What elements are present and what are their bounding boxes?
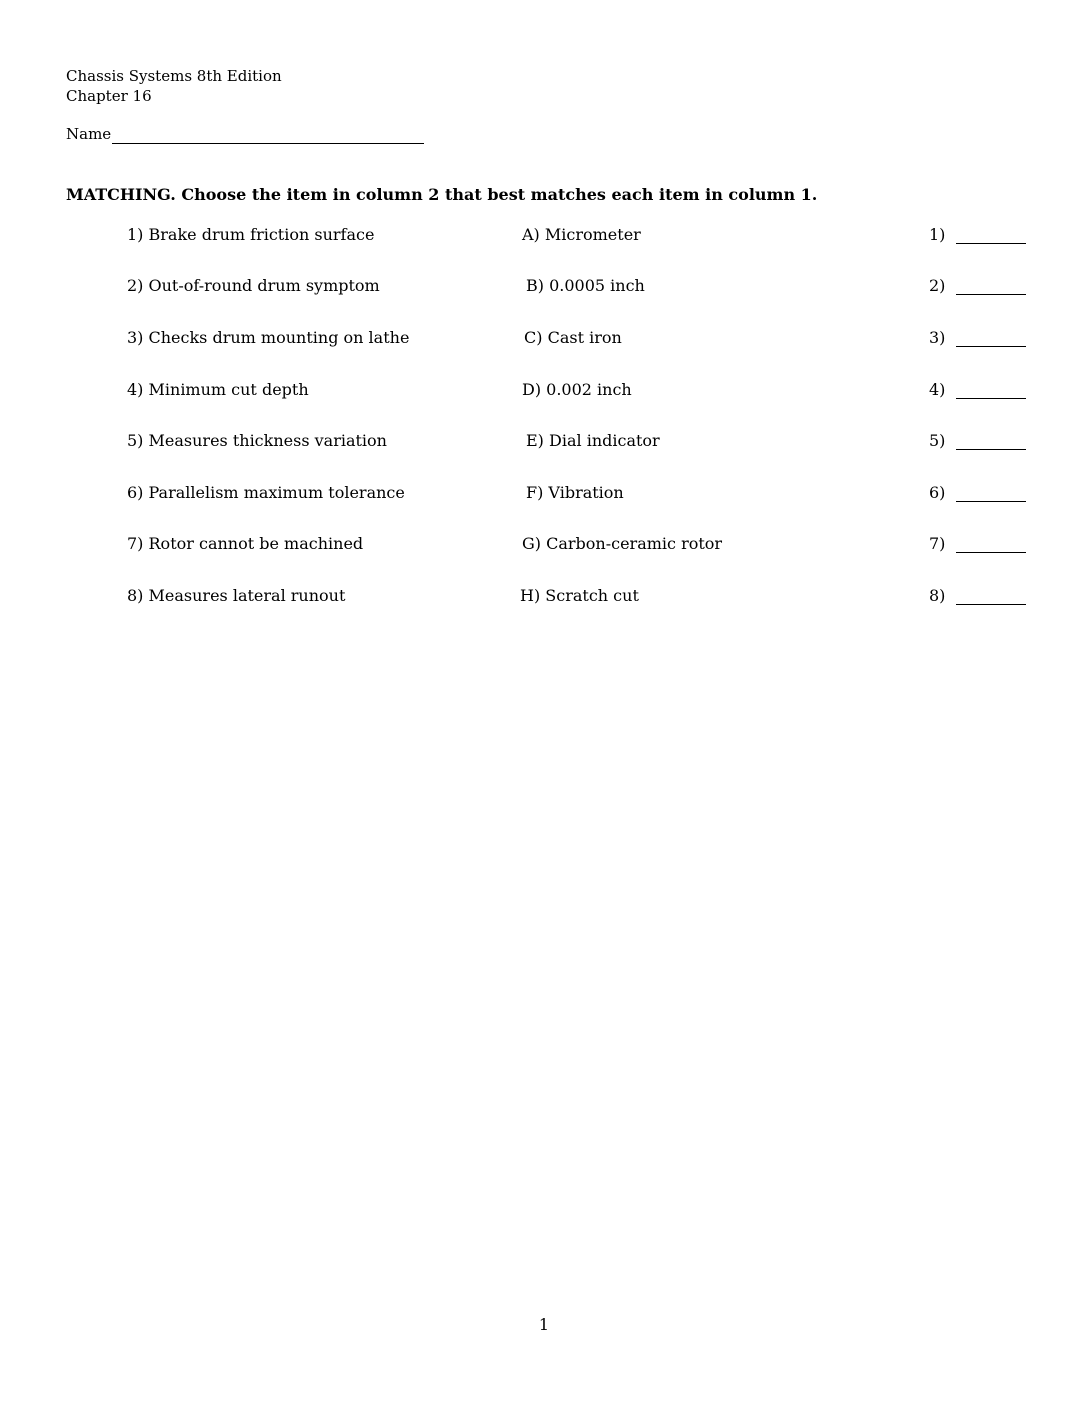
match-row xyxy=(0,379,1088,403)
column-1-term: 6) Parallelism maximum tolerance xyxy=(127,483,405,502)
matching-instructions: MATCHING. Choose the item in column 2 that best matches each item in column 1. xyxy=(66,185,818,204)
column-2-option: A) Micrometer xyxy=(522,225,641,244)
column-1-term: 2) Out-of-round drum symptom xyxy=(127,276,380,295)
answer-blank[interactable] xyxy=(956,449,1026,450)
answer-number: 2) xyxy=(929,276,946,295)
column-2-option: G) Carbon-ceramic rotor xyxy=(522,534,723,553)
course-title: Chassis Systems 8th Edition xyxy=(66,67,282,85)
match-row xyxy=(0,585,1088,609)
name-row xyxy=(66,125,424,144)
column-1-term: 3) Checks drum mounting on lathe xyxy=(127,328,410,347)
page-number: 1 xyxy=(538,1315,550,1334)
column-1-term: 4) Minimum cut depth xyxy=(127,380,309,399)
answer-blank[interactable] xyxy=(956,294,1026,295)
answer-blank[interactable] xyxy=(956,243,1026,244)
column-2-option: E) Dial indicator xyxy=(526,431,660,450)
column-2-option: B) 0.0005 inch xyxy=(526,276,645,295)
answer-number: 8) xyxy=(929,586,946,605)
column-2-option: H) Scratch cut xyxy=(520,586,639,605)
column-2-option: F) Vibration xyxy=(526,483,624,502)
answer-number: 3) xyxy=(929,328,946,347)
answer-blank[interactable] xyxy=(956,501,1026,502)
match-row xyxy=(0,224,1088,248)
answer-blank[interactable] xyxy=(956,398,1026,399)
column-2-option: D) 0.002 inch xyxy=(522,380,632,399)
column-1-term: 1) Brake drum friction surface xyxy=(127,225,375,244)
answer-number: 1) xyxy=(929,225,946,244)
match-row xyxy=(0,533,1088,557)
match-row xyxy=(0,327,1088,351)
match-row xyxy=(0,430,1088,454)
answer-number: 6) xyxy=(929,483,946,502)
answer-number: 7) xyxy=(929,534,946,553)
column-1-term: 5) Measures thickness variation xyxy=(127,431,387,450)
column-1-term: 7) Rotor cannot be machined xyxy=(127,534,364,553)
chapter-label: Chapter 16 xyxy=(66,87,152,105)
answer-number: 4) xyxy=(929,380,946,399)
match-row xyxy=(0,482,1088,506)
name-field[interactable] xyxy=(112,125,424,144)
answer-number: 5) xyxy=(929,431,946,450)
column-1-term: 8) Measures lateral runout xyxy=(127,586,346,605)
answer-blank[interactable] xyxy=(956,604,1026,605)
column-2-option: C) Cast iron xyxy=(524,328,622,347)
name-label: Name xyxy=(66,125,112,143)
answer-blank[interactable] xyxy=(956,346,1026,347)
answer-blank[interactable] xyxy=(956,552,1026,553)
match-row xyxy=(0,275,1088,299)
